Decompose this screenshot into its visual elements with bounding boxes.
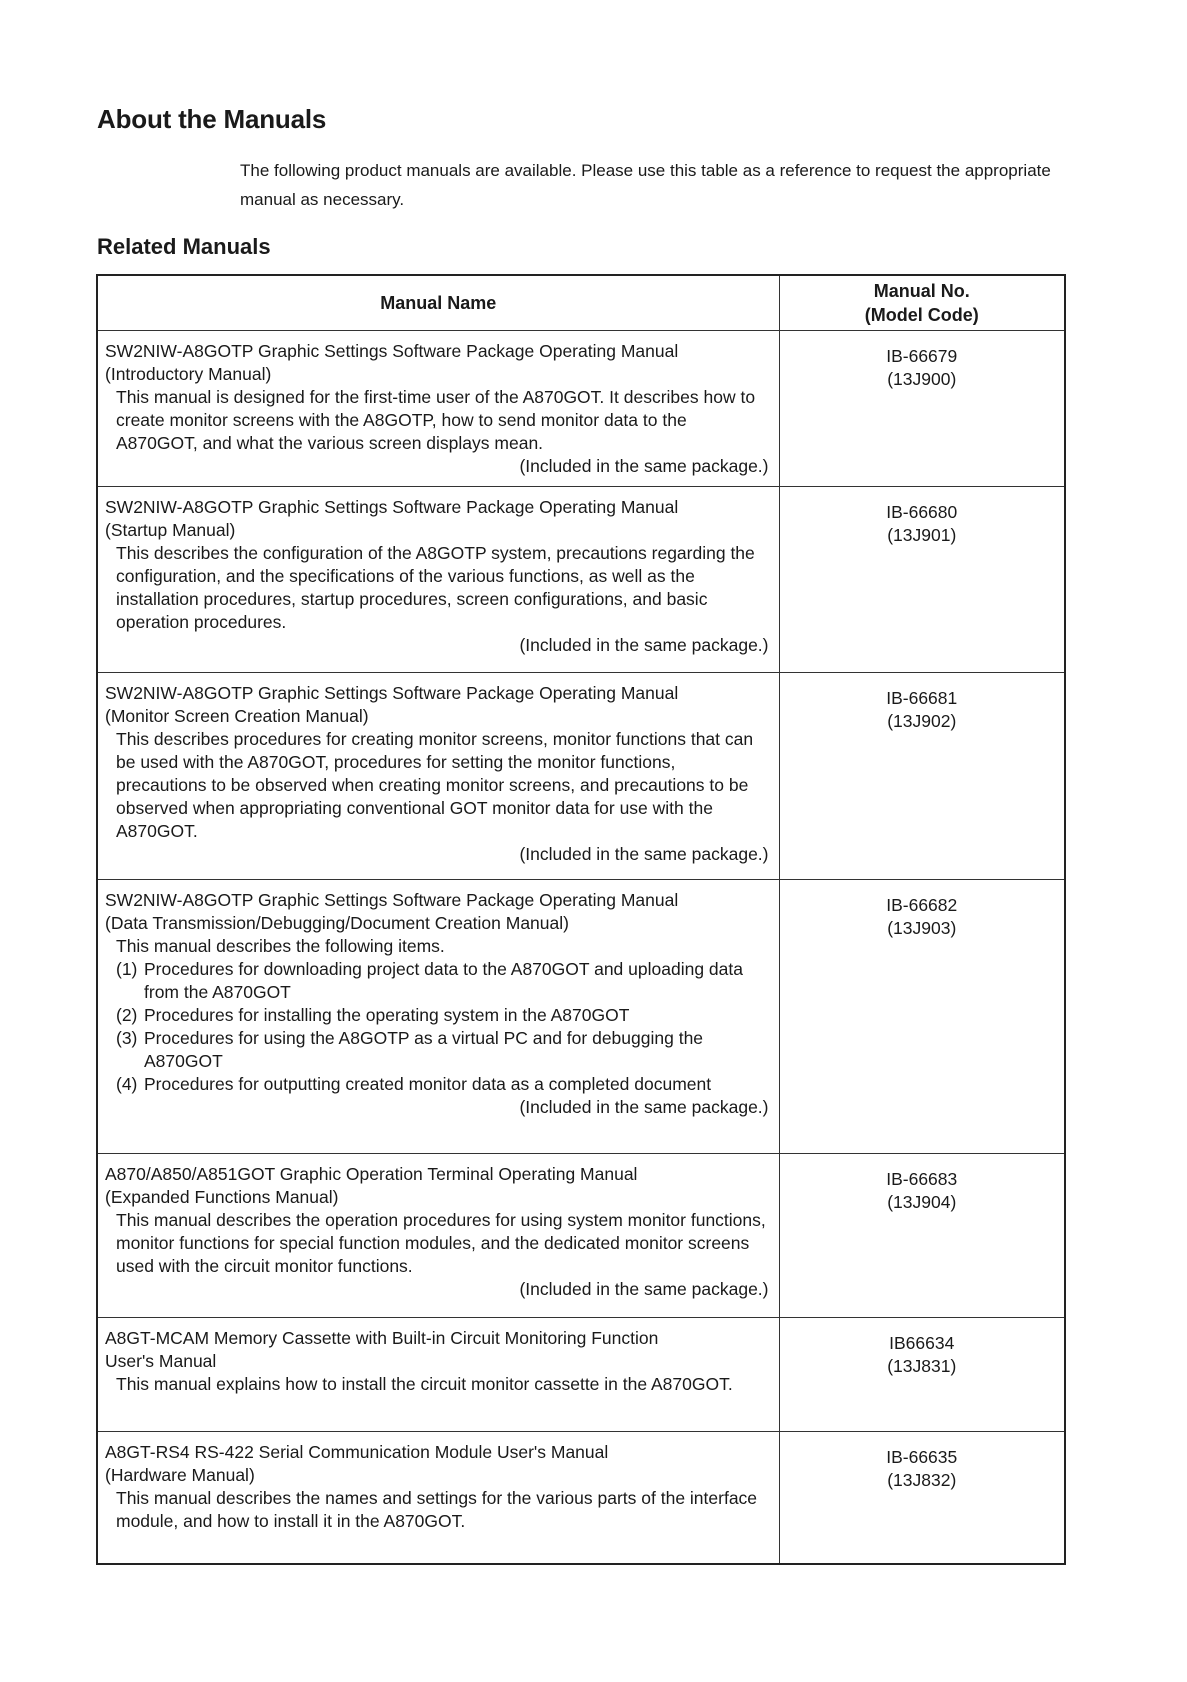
manual-number-cell	[779, 673, 1065, 880]
manual-note: (Included in the same package.)	[519, 634, 769, 655]
list-item-number: (3)	[116, 1027, 138, 1048]
table-row	[97, 879, 1065, 1154]
manual-title: A8GT-MCAM Memory Cassette with Built-in Circuit Monitoring Function	[105, 1327, 659, 1348]
manual-name-cell	[97, 673, 779, 880]
manual-number: IB-66680	[886, 501, 958, 522]
manual-title: SW2NIW-A8GOTP Graphic Settings Software Package Operating Manual	[105, 496, 679, 517]
table-row	[97, 330, 1065, 486]
table-row	[97, 1432, 1065, 1564]
manual-subtitle: (Hardware Manual)	[105, 1465, 255, 1486]
model-code: (13J903)	[887, 917, 957, 938]
model-code: (13J904)	[887, 1192, 957, 1213]
manual-number-cell	[779, 330, 1065, 486]
header-manual-no: Manual No.	[873, 280, 970, 301]
manual-name-cell	[97, 1154, 779, 1317]
list-item	[105, 1073, 769, 1096]
header-model-code: (Model Code)	[864, 304, 979, 325]
section-title: Related Manuals	[97, 234, 271, 259]
manual-title: SW2NIW-A8GOTP Graphic Settings Software Package Operating Manual	[105, 340, 679, 361]
manual-description: This manual describes the names and settings for the various parts of the interface module, and how to install it in the A870GOT.	[116, 1488, 758, 1532]
manual-name-cell	[97, 486, 779, 672]
manual-subtitle: (Startup Manual)	[105, 519, 236, 540]
manual-description: This manual explains how to install the circuit monitor cassette in the A870GOT.	[116, 1373, 733, 1394]
list-item	[105, 1004, 769, 1027]
manual-description: This manual describes the following items.	[116, 935, 445, 956]
manual-title: SW2NIW-A8GOTP Graphic Settings Software Package Operating Manual	[105, 683, 679, 704]
manual-name-cell	[97, 1317, 779, 1431]
manual-note: (Included in the same package.)	[519, 455, 769, 476]
header-manual-number	[779, 275, 1065, 330]
list-item	[105, 958, 769, 1004]
manual-note: (Included in the same package.)	[519, 1096, 769, 1117]
manual-number: IB-66683	[886, 1169, 958, 1190]
manual-note: (Included in the same package.)	[519, 844, 769, 865]
manual-name-cell	[97, 330, 779, 486]
model-code: (13J902)	[887, 711, 957, 732]
model-code: (13J901)	[887, 524, 957, 545]
list-item-number: (2)	[116, 1004, 138, 1025]
manual-name-cell	[97, 879, 779, 1154]
manual-subtitle: User's Manual	[105, 1350, 217, 1371]
table-row	[97, 486, 1065, 672]
intro-text: The following product manuals are available. Please use this table as a reference to request the appropriate manual as necessary.	[240, 161, 1051, 209]
model-code: (13J831)	[887, 1355, 957, 1376]
table-header-row	[97, 275, 1065, 330]
table-row	[97, 673, 1065, 880]
list-item-number: (1)	[116, 958, 138, 979]
manual-number: IB-66635	[886, 1447, 958, 1468]
manual-subtitle: (Data Transmission/Debugging/Document Creation Manual)	[105, 912, 569, 933]
list-item-text: Procedures for outputting created monitor data as a completed document	[144, 1073, 712, 1094]
list-item-text: Procedures for installing the operating system in the A870GOT	[144, 1004, 630, 1025]
manual-subtitle: (Monitor Screen Creation Manual)	[105, 706, 369, 727]
list-item	[105, 1027, 769, 1073]
manual-name-cell	[97, 1432, 779, 1564]
manual-number: IB-66681	[886, 688, 958, 709]
table-row	[97, 1317, 1065, 1431]
manual-description: This describes the configuration of the A8GOTP system, precautions regarding the configuration, and the specifications of the various functions, as well as the installation procedures, startup procedures, screen configurations, and basic operation procedures.	[116, 542, 755, 632]
related-manuals-table	[96, 274, 1066, 1565]
model-code: (13J900)	[887, 368, 957, 389]
manual-subtitle: (Expanded Functions Manual)	[105, 1187, 339, 1208]
header-manual-name: Manual Name	[97, 275, 779, 330]
manual-title: SW2NIW-A8GOTP Graphic Settings Software Package Operating Manual	[105, 889, 679, 910]
list-item-text: Procedures for using the A8GOTP as a virtual PC and for debugging the A870GOT	[144, 1027, 704, 1071]
manual-description: This manual is designed for the first-time user of the A870GOT. It describes how to create monitor screens with the A8GOTP, how to send monitor data to the A870GOT, and what the various screen displays mean.	[116, 386, 756, 453]
manual-note: (Included in the same package.)	[519, 1279, 769, 1300]
model-code: (13J832)	[887, 1470, 957, 1491]
manual-subtitle: (Introductory Manual)	[105, 363, 272, 384]
manual-number-cell	[779, 1154, 1065, 1317]
manual-number-cell	[779, 1317, 1065, 1431]
manual-title: A8GT-RS4 RS-422 Serial Communication Module User's Manual	[105, 1442, 609, 1463]
manual-description: This describes procedures for creating monitor screens, monitor functions that can be used with the A870GOT, procedures for setting the monitor functions, precautions to be observed when creating monitor screens, and precautions to be observed when appropriating conventional GOT monitor data for use with the A870GOT.	[116, 729, 754, 842]
page-title: About the Manuals	[97, 104, 327, 134]
manual-number-cell	[779, 879, 1065, 1154]
manual-description: This manual describes the operation procedures for using system monitor functions, monitor functions for special function modules, and the dedicated monitor screens used with the circuit monitor functions.	[116, 1210, 766, 1277]
manual-number: IB-66679	[886, 345, 958, 366]
list-item-text: Procedures for downloading project data to the A870GOT and uploading data from the A870GOT	[144, 958, 743, 1002]
manual-number: IB66634	[889, 1332, 955, 1353]
table-row	[97, 1154, 1065, 1317]
manual-number-cell	[779, 486, 1065, 672]
manual-number-cell	[779, 1432, 1065, 1564]
manual-number: IB-66682	[886, 894, 958, 915]
list-item-number: (4)	[116, 1073, 138, 1094]
manual-title: A870/A850/A851GOT Graphic Operation Terminal Operating Manual	[105, 1164, 638, 1185]
